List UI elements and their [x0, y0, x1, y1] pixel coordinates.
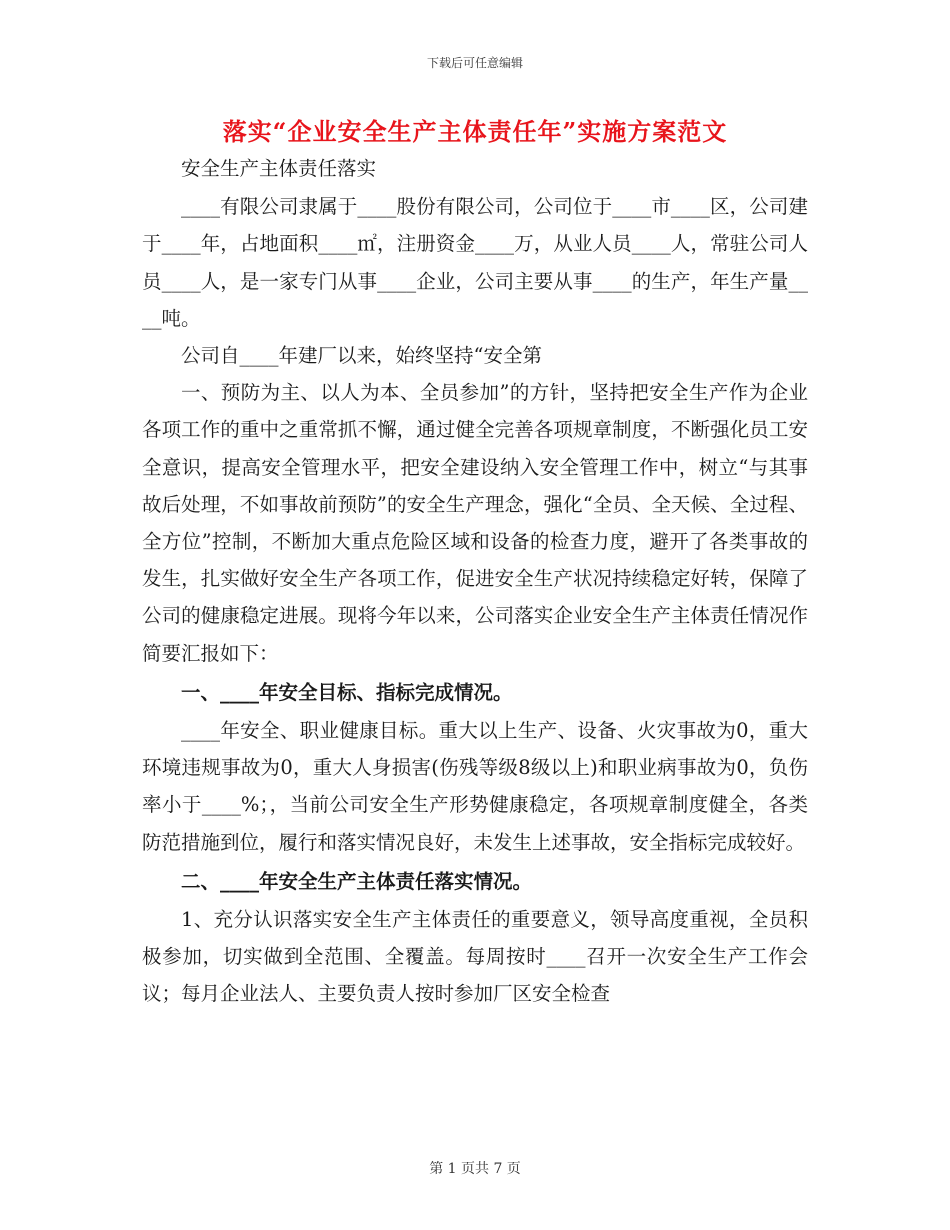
document-body: [142, 150, 808, 1013]
paragraph-targets: ____年安全、职业健康目标。重大以上生产、设备、火灾事故为0，重大环境违规事故为0，重大人身损害(伤残等级8级以上)和职业病事故为0，负伤率小于____%；，当前公司安全生产形势健康稳定，各项规章制度健全，各类防范措施到位，履行和落实情况良好，未发生上述事故，安全指标完成较好。: [142, 719, 808, 854]
document-subtitle: 安全生产主体责任落实: [181, 157, 377, 180]
paragraph-policy: 一、预防为主、以人为本、全员参加”的方针，坚持把安全生产作为企业各项工作的重中之重常抓不懈，通过健全完善各项规章制度，不断强化员工安全意识，提高安全管理水平，把安全建设纳入安全管理工作中，树立“与其事故后处理，不如事故前预防”的安全生产理念，强化“全员、全天候、全过程、全方位”控制，不断加大重点危险区域和设备的检查力度，避开了各类事故的发生，扎实做好安全生产各项工作，促进安全生产状况持续稳定好转，保障了公司的健康稳定进展。现将今年以来，公司落实企业安全生产主体责任情况作简要汇报如下：: [142, 381, 808, 665]
page-footer-number: 第 1 页共 7 页: [429, 1161, 521, 1177]
page-header-note: 下载后可任意编辑: [426, 56, 523, 70]
paragraph-responsibility: 1、充分认识落实安全生产主体责任的重要意义，领导高度重视，全员积极参加，切实做到全范围、全覆盖。每周按时____召开一次安全生产工作会议；每月企业法人、主要负责人按时参加厂区安全检查: [142, 908, 808, 1006]
section-heading-targets: 一、____年安全目标、指标完成情况。: [181, 680, 513, 704]
paragraph-founding: 公司自____年建厂以来，始终坚持“安全第: [181, 344, 542, 368]
paragraph-company-info: ____有限公司隶属于____股份有限公司，公司位于____市____区，公司建于____年，占地面积____㎡，注册资金____万，从业人员____人，常驻公司人员____人，是一家专门从事____企业，公司主要从事____的生产，年生产量____吨。: [142, 195, 808, 330]
section-heading-responsibility: 二、____年安全生产主体责任落实情况。: [181, 869, 533, 893]
document-title: 落实“企业安全生产主体责任年”实施方案范文: [222, 117, 728, 146]
